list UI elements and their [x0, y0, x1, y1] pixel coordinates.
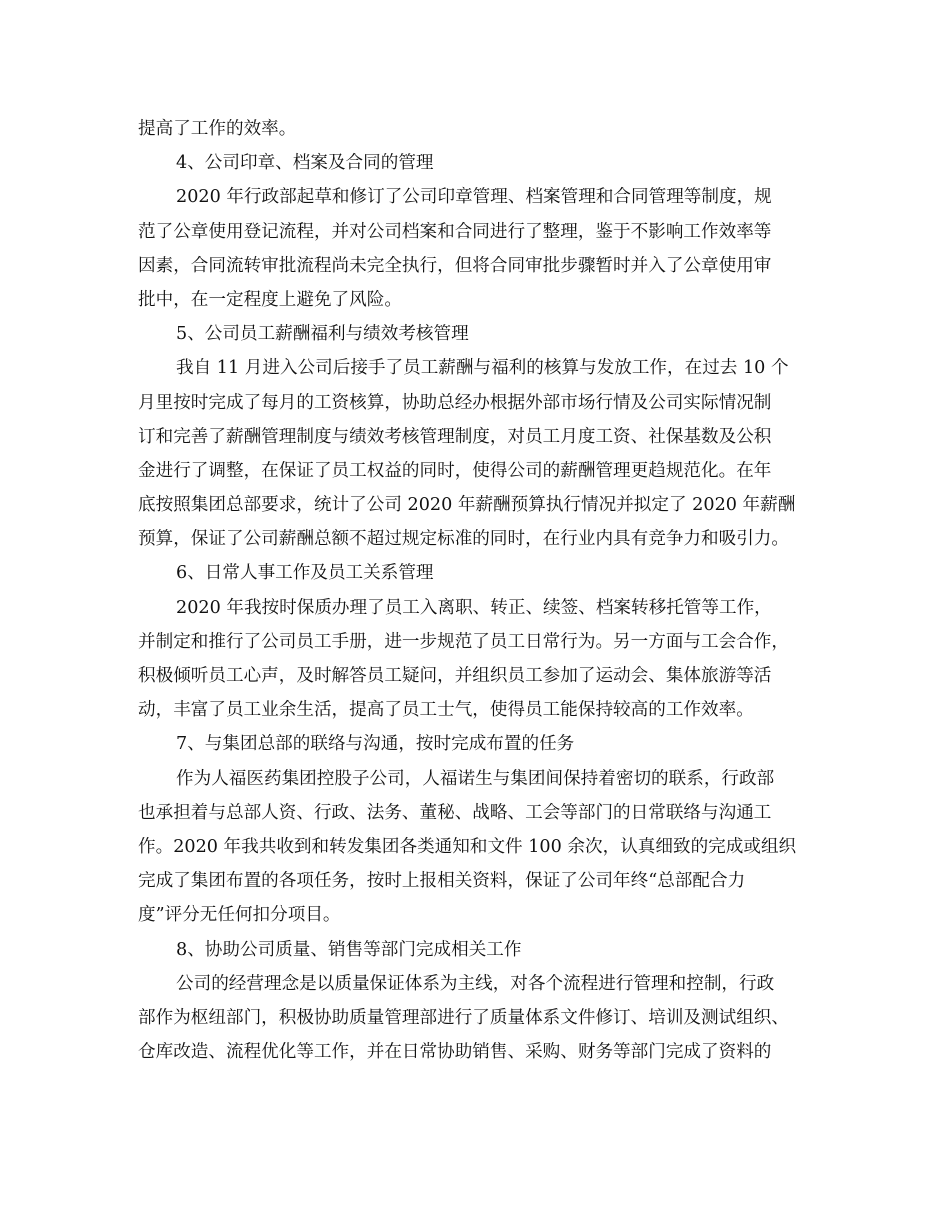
text-line: 范了公章使用登记流程，并对公司档案和合同进行了整理，鉴于不影响工作效率等	[138, 221, 772, 242]
text-line: 因素，合同流转审批流程尚未完全执行，但将合同审批步骤暂时并入了公章使用审	[138, 255, 772, 276]
text-line: 也承担着与总部人资、行政、法务、董秘、战略、工会等部门的日常联络与沟通工	[138, 802, 772, 823]
text-line: 金进行了调整，在保证了员工权益的同时，使得公司的薪酬管理更趋规范化。在年	[138, 460, 772, 481]
text-line: 公司的经营理念是以质量保证体系为主线，对各个流程进行管理和控制，行政	[176, 973, 775, 994]
text-line: 动，丰富了员工业余生活，提高了员工士气，使得员工能保持较高的工作效率。	[138, 700, 754, 721]
text-line: 批中，在一定程度上避免了风险。	[138, 289, 402, 310]
text-line: 作。2020 年我共收到和转发集团各类通知和文件 100 余次，认真细致的完成或组织	[138, 836, 797, 857]
text-line: 作为人福医药集团控股子公司，人福诺生与集团间保持着密切的联系，行政部	[176, 768, 775, 789]
text-line: 底按照集团总部要求，统计了公司 2020 年薪酬预算执行情况并拟定了 2020 年薪酬	[138, 495, 796, 516]
text-line: 我自 11 月进入公司后接手了员工薪酬与福利的核算与发放工作，在过去 10 个	[176, 358, 789, 379]
text-line: 提高了工作的效率。	[138, 119, 297, 139]
text-line: 2020 年我按时保质办理了员工入离职、转正、续签、档案转移托管等工作，	[176, 597, 772, 618]
text-line: 月里按时完成了每月的工资核算，协助总经办根据外部市场行情及公司实际情况制	[138, 392, 772, 413]
text-line: 8、协助公司质量、销售等部门完成相关工作	[176, 939, 522, 960]
text-line: 4、公司印章、档案及合同的管理	[176, 153, 434, 174]
text-line: 6、日常人事工作及员工关系管理	[176, 563, 434, 584]
text-line: 5、公司员工薪酬福利与绩效考核管理	[176, 324, 469, 345]
text-line: 2020 年行政部起草和修订了公司印章管理、档案管理和合同管理等制度，规	[176, 187, 772, 208]
document-page	[138, 112, 818, 1069]
text-line: 并制定和推行了公司员工手册，进一步规范了员工日常行为。另一方面与工会合作，	[138, 631, 789, 652]
text-line: 部作为枢纽部门，积极协助质量管理部进行了质量体系文件修订、培训及测试组织、	[138, 1007, 789, 1028]
text-line: 7、与集团总部的联络与沟通，按时完成布置的任务	[176, 734, 575, 755]
text-line: 仓库改造、流程优化等工作，并在日常协助销售、采购、财务等部门完成了资料的	[138, 1042, 772, 1063]
text-line: 预算，保证了公司薪酬总额不超过规定标准的同时，在行业内具有竞争力和吸引力。	[138, 529, 789, 550]
text-line: 完成了集团布置的各项任务，按时上报相关资料，保证了公司年终“总部配合力	[138, 871, 746, 892]
text-line: 订和完善了薪酬管理制度与绩效考核管理制度，对员工月度工资、社保基数及公积	[138, 426, 772, 447]
text-line: 度”评分无任何扣分项目。	[138, 905, 341, 926]
text-line: 积极倾听员工心声，及时解答员工疑问，并组织员工参加了运动会、集体旅游等活	[138, 666, 772, 686]
